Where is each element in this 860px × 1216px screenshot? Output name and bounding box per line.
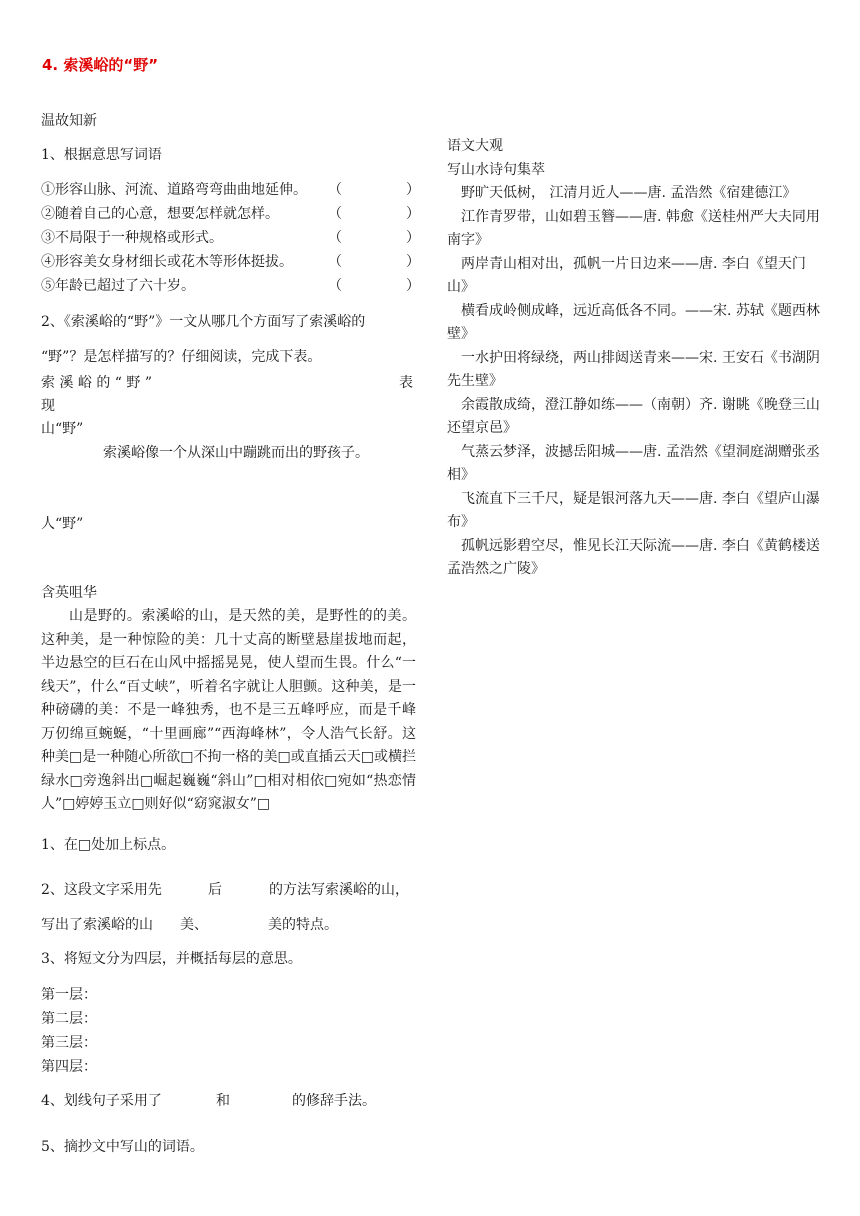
reading-question-4-a: 4、划线句子采用了 [41, 1093, 162, 1109]
poem-line: 野旷天低树， 江清月近人——唐. 孟浩然《宿建德江》 [461, 185, 797, 201]
reading-question-2-e: 美、 [180, 917, 208, 933]
reading-question-5: 5、摘抄文中写山的词语。 [41, 1139, 204, 1155]
right-heading-2: 写山水诗句集萃 [447, 162, 545, 178]
reading-question-2-a: 2、这段文字采用先 [41, 882, 162, 898]
reading-question-4-c: 的修辞手法。 [292, 1093, 376, 1109]
question-2-line-2: “野”？是怎样描写的？仔细阅读，完成下表。 [41, 349, 322, 365]
poem-line: 余霞散成绮，澄江静如练——（南朝）齐. 谢眺《晚登三山还望京邑》 [447, 396, 820, 436]
answer-paren-left: （ [328, 230, 342, 246]
reading-question-2-f: 美的特点。 [268, 917, 338, 933]
answer-paren-right: ） [406, 278, 420, 294]
layer-3-label: 第三层： [41, 1035, 97, 1051]
answer-paren-right: ） [406, 230, 420, 246]
poem-list [447, 182, 823, 582]
reading-question-2-d: 写出了索溪峪的山 [41, 917, 153, 933]
reading-question-2-c: 的方法写索溪峪的山， [269, 882, 409, 898]
q1-item-text: ④形容美女身材细长或花木等形体挺拔。 [41, 254, 293, 270]
answer-paren-right: ） [406, 182, 420, 198]
table-header-expression-2: 现 [41, 398, 55, 414]
reading-heading: 含英咀华 [41, 585, 97, 601]
review-heading: 温故知新 [41, 113, 97, 129]
poem-line: 两岸青山相对出，孤帆一片日边来——唐. 李白《望天门山》 [447, 255, 806, 295]
table-header-expression: 表 [399, 375, 413, 391]
answer-paren-left: （ [328, 278, 342, 294]
table-row-people-label: 人“野” [41, 516, 84, 532]
table-header-location: 索 溪 峪 的 “ 野 ” [41, 375, 153, 391]
poem-line: 江作青罗带，山如碧玉簪——唐. 韩愈《送桂州严大夫同用南字》 [447, 208, 820, 248]
reading-question-2-b: 后 [208, 882, 222, 898]
q1-item-text: ③不局限于一种规格或形式。 [41, 230, 223, 246]
layer-2-label: 第二层： [41, 1011, 97, 1027]
answer-paren-left: （ [328, 206, 342, 222]
table-row-mountain-value: 索溪峪像一个从深山中蹦跳而出的野孩子。 [103, 445, 369, 461]
q1-item-text: ②随着自己的心意，想要怎样就怎样。 [41, 206, 279, 222]
answer-paren-right: ） [406, 254, 420, 270]
question-1: 1、根据意思写词语 [41, 147, 162, 163]
question-2-line-1: 2、《索溪峪的“野”》一文从哪几个方面写了索溪峪的 [41, 314, 366, 330]
poem-line: 气蒸云梦泽，波撼岳阳城——唐. 孟浩然《望洞庭湖赠张丞相》 [447, 443, 820, 483]
answer-paren-left: （ [328, 182, 342, 198]
poem-line: 一水护田将绿绕，两山排闼送青来——宋. 王安石《书湖阴先生壁》 [447, 349, 820, 389]
right-heading-1: 语文大观 [447, 138, 503, 154]
poem-line: 横看成岭侧成峰，远近高低各不同。——宋. 苏轼《题西林壁》 [447, 302, 820, 342]
reading-question-4-b: 和 [216, 1093, 230, 1109]
poem-line: 孤帆远影碧空尽，惟见长江天际流——唐. 李白《黄鹤楼送孟浩然之广陵》 [447, 537, 820, 577]
q1-item-text: ①形容山脉、河流、道路弯弯曲曲地延伸。 [41, 182, 307, 198]
document-title: 4. 索溪峪的“野” [42, 56, 159, 74]
table-row-mountain-label: 山“野” [41, 421, 84, 437]
reading-question-1: 1、在□处加上标点。 [41, 837, 176, 853]
answer-paren-left: （ [328, 254, 342, 270]
layer-1-label: 第一层： [41, 987, 97, 1003]
q1-item-text: ⑤年龄已超过了六十岁。 [41, 278, 195, 294]
layer-4-label: 第四层： [41, 1059, 97, 1075]
poem-line: 飞流直下三千尺，疑是银河落九天——唐. 李白《望庐山瀑布》 [447, 490, 820, 530]
reading-question-3: 3、将短文分为四层，并概括每层的意思。 [41, 951, 302, 967]
answer-paren-right: ） [406, 206, 420, 222]
reading-passage: 山是野的。索溪峪的山，是天然的美，是野性的的美。这种美，是一种惊险的美：几十丈高的断壁悬崖拔地而起，半边悬空的巨石在山风中摇摇晃晃，使人望而生畏。什么“一线天”，什么“百丈峡”，听着名字就让人胆颤。这种美，是一种磅礴的美：不是一峰独秀，也不是三五峰呼应，而是千峰万仞绵亘蜿蜒，“十里画廊”“西海峰林”，令人浩气长舒。这种美□是一种随心所欲□不拘一格的美□或直插云天□或横拦绿水□旁逸斜出□崛起巍巍“斜山”□相对相依□宛如“热恋情人”□婷婷玉立□则好似“窈窕淑女”□ [41, 608, 416, 812]
